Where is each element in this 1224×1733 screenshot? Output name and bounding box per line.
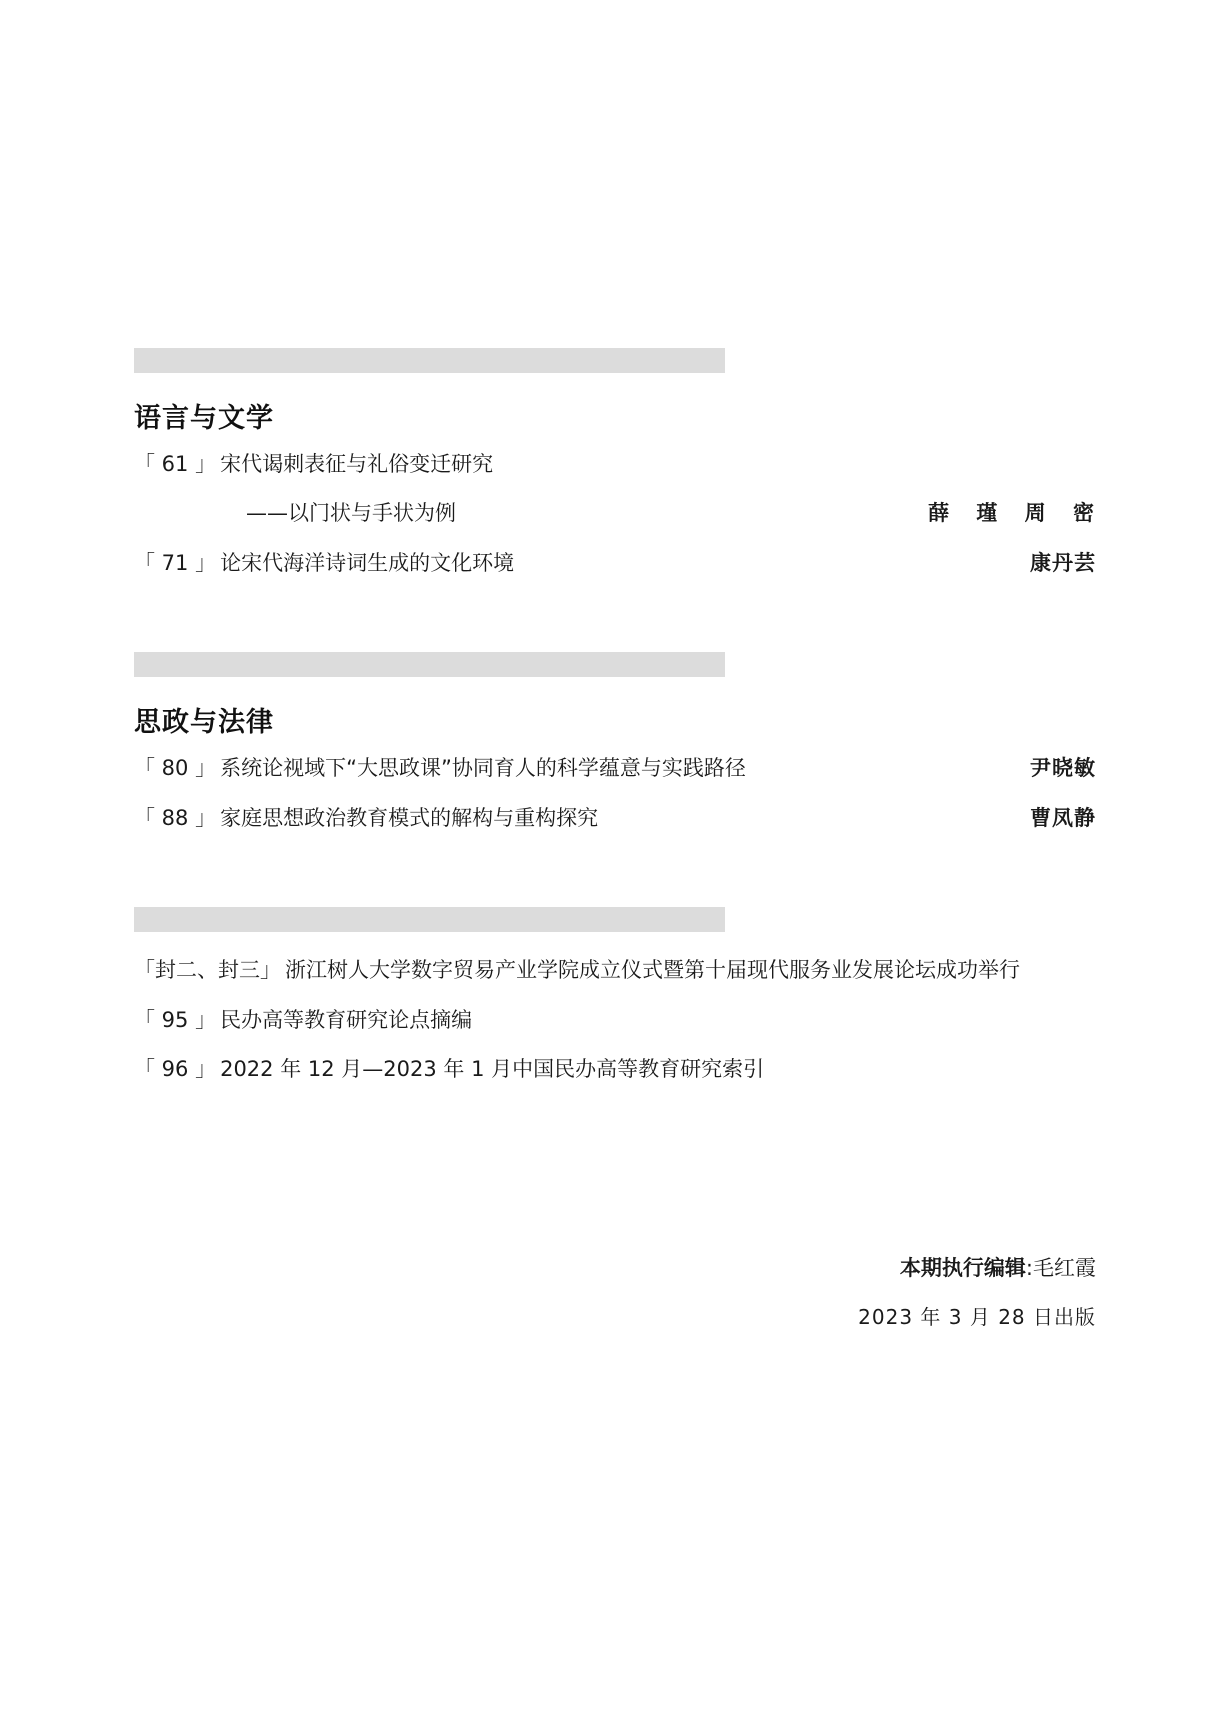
toc-page-number: 「 80 」 (134, 756, 217, 780)
toc-entry[interactable] (134, 954, 1096, 986)
toc-entry[interactable] (134, 1053, 1096, 1085)
executive-editor (900, 1252, 1096, 1284)
section-divider-bar (134, 907, 725, 932)
section-divider-bar (134, 652, 725, 677)
editor-label: 本期执行编辑 (899, 1256, 1026, 1280)
section-heading: 语言与文学 (134, 403, 274, 434)
toc-title: 论宋代海洋诗词生成的文化环境 (220, 551, 515, 575)
toc-title: 2022 年 12 月—2023 年 1 月中国民办高等教育研究索引 (220, 1057, 765, 1081)
section-heading: 思政与法律 (134, 707, 274, 738)
toc-page-number: 「 95 」 (134, 1008, 217, 1032)
editor-separator: : (1025, 1256, 1033, 1280)
toc-page-number: 「 61 」 (134, 452, 217, 476)
toc-page-number: 「 71 」 (134, 551, 217, 575)
toc-entry[interactable] (134, 448, 1096, 480)
toc-page-number: 「 88 」 (134, 806, 217, 830)
toc-page-number: 「 96 」 (134, 1057, 217, 1081)
editor-name: 毛红霞 (1033, 1256, 1096, 1280)
toc-title: 家庭思想政治教育模式的解构与重构探究 (220, 806, 599, 830)
toc-entry[interactable] (134, 1004, 1096, 1036)
toc-author: 尹晓敏 (1030, 756, 1096, 780)
toc-entry[interactable] (134, 752, 1096, 784)
toc-author: 薛 瑾 周 密 (928, 501, 1096, 525)
toc-author: 康丹芸 (1030, 551, 1096, 575)
toc-title: 浙江树人大学数字贸易产业学院成立仪式暨第十届现代服务业发展论坛成功举行 (285, 958, 1020, 982)
toc-page-number: 「封二、封三」 (134, 958, 281, 982)
toc-title: 民办高等教育研究论点摘编 (220, 1008, 473, 1032)
toc-subtitle: ——以门状与手状为例 (246, 501, 456, 525)
toc-title: 系统论视域下“大思政课”协同育人的科学蕴意与实践路径 (220, 756, 746, 780)
publish-date: 2023 年 3 月 28 日出版 (858, 1305, 1096, 1329)
toc-entry[interactable] (134, 802, 1096, 834)
section-divider-bar (134, 348, 725, 373)
toc-entry[interactable] (134, 547, 1096, 579)
toc-title: 宋代谒刺表征与礼俗变迁研究 (220, 452, 494, 476)
toc-entry-subtitle-row (134, 497, 1096, 529)
toc-author: 曹凤静 (1030, 806, 1096, 830)
